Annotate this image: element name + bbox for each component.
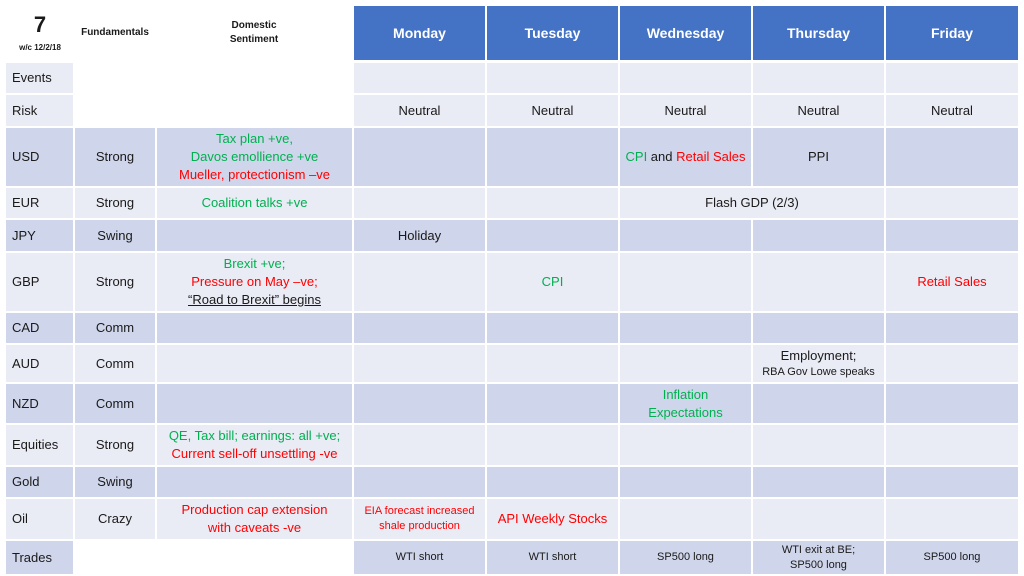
oil-friday	[886, 499, 1018, 539]
usd-sentiment	[157, 128, 352, 186]
eur-tuesday	[487, 188, 618, 218]
day-header-monday: Monday	[354, 6, 485, 60]
oil-sentiment	[157, 499, 352, 539]
row-label-gold: Gold	[6, 467, 73, 497]
jpy-fundamentals: Swing	[75, 220, 155, 251]
trades-thursday-line-2: SP500 long	[790, 558, 847, 571]
cad-monday	[354, 313, 485, 343]
risk-tuesday: Neutral	[487, 95, 618, 126]
row-label-jpy: JPY	[6, 220, 73, 251]
equities-sentiment-line-1: QE, Tax bill; earnings: all +ve;	[168, 428, 341, 443]
day-header-friday: Friday	[886, 6, 1018, 60]
nzd-fundamentals: Comm	[75, 384, 155, 423]
nzd-wednesday	[620, 384, 751, 423]
oil-monday-line-2: shale production	[379, 520, 460, 532]
gbp-wednesday	[620, 253, 751, 311]
cad-sentiment	[157, 313, 352, 343]
usd-wednesday-text	[626, 148, 746, 166]
trades-thursday	[753, 541, 884, 574]
row-label-aud: AUD	[6, 345, 73, 382]
nzd-sentiment	[157, 384, 352, 423]
aud-fundamentals: Comm	[75, 345, 155, 382]
nzd-wednesday-line-1: Inflation	[662, 386, 709, 402]
cad-fundamentals: Comm	[75, 313, 155, 343]
usd-tuesday	[487, 128, 618, 186]
usd-sentiment-line-3: Mueller, protectionism –ve	[178, 167, 330, 182]
eur-friday	[886, 188, 1018, 218]
usd-thursday: PPI	[753, 128, 884, 186]
cad-thursday	[753, 313, 884, 343]
oil-thursday	[753, 499, 884, 539]
usd-sentiment-line-2: Davos emollience +ve	[190, 149, 319, 164]
gbp-thursday	[753, 253, 884, 311]
aud-thursday-line-2: RBA Gov Lowe speaks	[762, 366, 875, 378]
usd-fundamentals: Strong	[75, 128, 155, 186]
cad-tuesday	[487, 313, 618, 343]
row-label-risk: Risk	[6, 95, 73, 126]
risk-friday: Neutral	[886, 95, 1018, 126]
gold-friday	[886, 467, 1018, 497]
week-of-date: w/c 12/2/18	[19, 43, 61, 52]
eur-wed-thu-span: Flash GDP (2/3)	[620, 188, 884, 218]
day-header-thursday: Thursday	[753, 6, 884, 60]
events-wednesday	[620, 63, 751, 93]
jpy-tuesday	[487, 220, 618, 251]
aud-friday	[886, 345, 1018, 382]
gold-sentiment	[157, 467, 352, 497]
cad-friday	[886, 313, 1018, 343]
gold-fundamentals: Swing	[75, 467, 155, 497]
trades-tuesday: WTI short	[487, 541, 618, 574]
gold-tuesday	[487, 467, 618, 497]
eur-monday	[354, 188, 485, 218]
gold-thursday	[753, 467, 884, 497]
row-label-eur: EUR	[6, 188, 73, 218]
sentiment-header-line-2: Sentiment	[229, 34, 279, 45]
row-label-usd: USD	[6, 128, 73, 186]
row-label-gbp: GBP	[6, 253, 73, 311]
usd-sentiment-line-1: Tax plan +ve,	[216, 131, 293, 146]
row-label-events: Events	[6, 63, 73, 93]
gold-wednesday	[620, 467, 751, 497]
events-thursday	[753, 63, 884, 93]
gbp-fundamentals: Strong	[75, 253, 155, 311]
jpy-sentiment	[157, 220, 352, 251]
sentiment-header	[156, 12, 352, 54]
equities-friday	[886, 425, 1018, 465]
aud-monday	[354, 345, 485, 382]
oil-wednesday	[620, 499, 751, 539]
oil-fundamentals: Crazy	[75, 499, 155, 539]
nzd-tuesday	[487, 384, 618, 423]
usd-friday	[886, 128, 1018, 186]
fundamentals-header: Fundamentals	[81, 27, 149, 38]
equities-thursday	[753, 425, 884, 465]
trades-friday: SP500 long	[886, 541, 1018, 574]
trades-thursday-line-1: WTI exit at BE;	[781, 543, 856, 556]
events-friday	[886, 63, 1018, 93]
aud-thursday	[753, 345, 884, 382]
day-header-tuesday: Tuesday	[487, 6, 618, 60]
day-header-wednesday: Wednesday	[620, 6, 751, 60]
jpy-wednesday	[620, 220, 751, 251]
oil-monday-line-1: EIA forecast increased	[364, 505, 475, 517]
row-label-equities: Equities	[6, 425, 73, 465]
oil-tuesday: API Weekly Stocks	[487, 499, 618, 539]
eur-sentiment: Coalition talks +ve	[157, 188, 352, 218]
equities-sentiment-line-2: Current sell-off unsettling -ve	[171, 446, 338, 461]
jpy-friday	[886, 220, 1018, 251]
trades-monday: WTI short	[354, 541, 485, 574]
row-label-cad: CAD	[6, 313, 73, 343]
nzd-thursday	[753, 384, 884, 423]
oil-monday	[354, 499, 485, 539]
nzd-wednesday-line-2: Expectations	[648, 404, 723, 420]
row-label-trades: Trades	[6, 541, 73, 574]
equities-tuesday	[487, 425, 618, 465]
week-label	[6, 6, 74, 60]
gbp-sentiment-line-3: “Road to Brexit” begins	[188, 292, 321, 307]
usd-wed-cpi: CPI	[625, 149, 648, 164]
aud-sentiment	[157, 345, 352, 382]
usd-wed-and: and	[647, 149, 677, 164]
events-tuesday	[487, 63, 618, 93]
week-number: 7	[33, 12, 47, 37]
row-label-oil: Oil	[6, 499, 73, 539]
gbp-sentiment-line-2: Pressure on May –ve;	[191, 274, 318, 289]
oil-sentiment-line-1: Production cap extension	[181, 502, 328, 517]
trades-wednesday: SP500 long	[620, 541, 751, 574]
risk-thursday: Neutral	[753, 95, 884, 126]
aud-thursday-line-1: Employment;	[780, 348, 857, 363]
equities-sentiment	[157, 425, 352, 465]
cad-wednesday	[620, 313, 751, 343]
gbp-sentiment-line-1: Brexit +ve;	[223, 256, 286, 271]
risk-monday: Neutral	[354, 95, 485, 126]
eur-fundamentals: Strong	[75, 188, 155, 218]
aud-tuesday	[487, 345, 618, 382]
gold-monday	[354, 467, 485, 497]
gbp-monday	[354, 253, 485, 311]
usd-monday	[354, 128, 485, 186]
risk-wednesday: Neutral	[620, 95, 751, 126]
sentiment-header-line-1: Domestic	[231, 20, 277, 31]
jpy-thursday	[753, 220, 884, 251]
oil-sentiment-line-2: with caveats -ve	[207, 520, 302, 535]
gbp-sentiment	[157, 253, 352, 311]
equities-wednesday	[620, 425, 751, 465]
gbp-friday: Retail Sales	[886, 253, 1018, 311]
nzd-monday	[354, 384, 485, 423]
gbp-tuesday: CPI	[487, 253, 618, 311]
aud-wednesday	[620, 345, 751, 382]
jpy-monday: Holiday	[354, 220, 485, 251]
row-label-nzd: NZD	[6, 384, 73, 423]
equities-fundamentals: Strong	[75, 425, 155, 465]
equities-monday	[354, 425, 485, 465]
events-monday	[354, 63, 485, 93]
nzd-friday	[886, 384, 1018, 423]
usd-wednesday	[620, 128, 751, 186]
usd-wed-retail-sales: Retail Sales	[676, 149, 746, 164]
